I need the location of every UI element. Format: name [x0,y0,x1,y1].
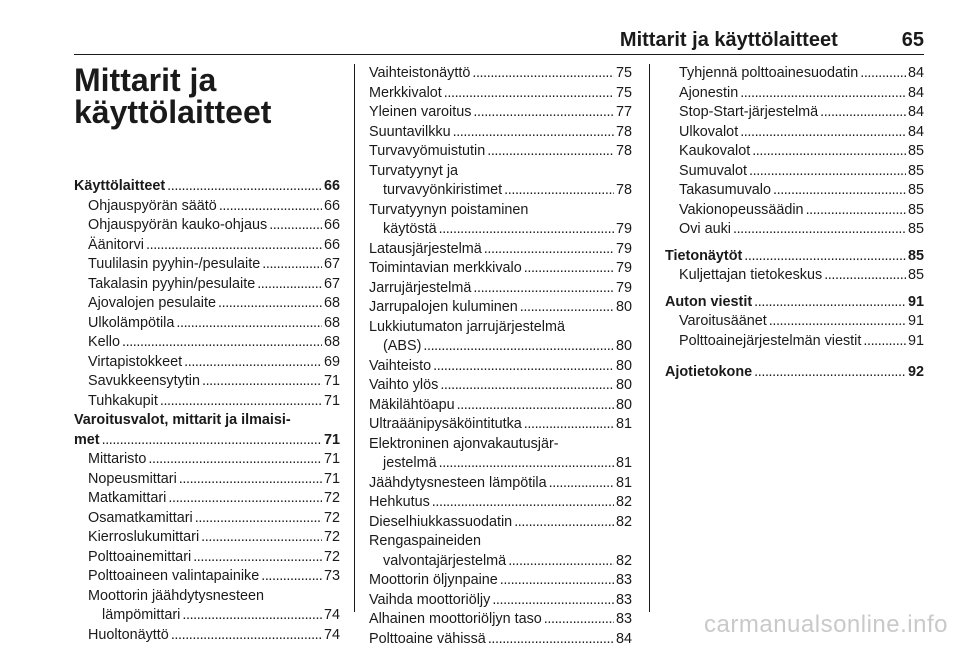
toc-label: Ulkovalot [679,123,738,143]
toc-entry[interactable] [665,266,924,286]
header-rule [74,54,924,55]
toc-entry[interactable] [74,548,340,568]
toc-page: 79 [616,279,632,299]
toc-column-3 [665,64,924,383]
toc-entry[interactable] [369,396,632,416]
toc-label: Vaihteisto [369,357,431,377]
toc-label: Toimintavian merkkivalo [369,259,522,279]
toc-entry[interactable] [74,372,340,392]
toc-page: 73 [324,567,340,587]
toc-entry[interactable] [369,493,632,513]
toc-label: Äänitorvi [88,236,144,256]
toc-label: Polttoaineen valintapainike [88,567,259,587]
toc-label: Turvavyömuistutin [369,142,485,162]
toc-page: 75 [616,64,632,84]
toc-entry[interactable] [369,591,632,611]
toc-page: 79 [616,259,632,279]
toc-label: Ultraäänipysäköintitutka [369,415,522,435]
toc-page: 84 [908,103,924,123]
toc-page: 71 [324,431,340,451]
toc-label: Kierroslukumittari [88,528,199,548]
toc-entry[interactable] [369,298,632,318]
toc-page: 80 [616,396,632,416]
toc-label: Ovi auki [679,220,731,240]
toc-page: 85 [908,181,924,201]
toc-page: 82 [616,552,632,572]
toc-label: Jäähdytysnesteen lämpötila [369,474,547,494]
toc-page: 81 [616,474,632,494]
toc-label: turvavyönkiristimet [383,181,502,201]
toc-page: 79 [616,240,632,260]
toc-label: lämpömittari [102,606,180,626]
toc-page: 81 [616,454,632,474]
toc-label: Tuhkakupit [88,392,158,412]
toc-page: 91 [908,312,924,332]
toc-page: 84 [908,123,924,143]
toc-label: Kuljettajan tietokeskus [679,266,822,286]
toc-entry[interactable] [369,84,632,104]
toc-label: Kaukovalot [679,142,750,162]
toc-page: 77 [616,103,632,123]
toc-label: (ABS) [383,337,421,357]
toc-page: 71 [324,392,340,412]
toc-label: Vaihteistonäyttö [369,64,470,84]
running-header [620,22,924,52]
toc-label: Matkamittari [88,489,166,509]
toc-label: Latausjärjestelmä [369,240,482,260]
toc-label: jestelmä [383,454,437,474]
header-page-number: 65 [902,29,924,52]
toc-entry[interactable] [665,312,924,332]
watermark: carmanualsonline.info [704,611,948,639]
toc-label: Jarrupalojen kuluminen [369,298,518,318]
toc-entry[interactable] [369,630,632,649]
toc-entry[interactable] [665,142,924,162]
toc-label: Stop-Start-järjestelmä [679,103,818,123]
toc-entry[interactable] [369,240,632,260]
toc-entry[interactable] [369,318,632,357]
toc-page: 83 [616,610,632,630]
toc-entry[interactable] [665,123,924,143]
toc-label: Ohjauspyörän kauko-ohjaus [88,216,267,236]
toc-entry[interactable] [74,489,340,509]
toc-entry[interactable] [74,626,340,646]
toc-label: Mittaristo [88,450,146,470]
toc-label: Tietonäytöt [665,247,742,267]
toc-entry[interactable] [74,450,340,470]
toc-page: 68 [324,294,340,314]
toc-page: 71 [324,450,340,470]
toc-label: Vaihda moottoriöljy [369,591,490,611]
chapter-title-line-2: käyttölaitteet [74,96,340,128]
toc-entry[interactable] [74,314,340,334]
toc-label: Vakionopeussäädin [679,201,804,221]
toc-entry[interactable] [369,162,632,201]
toc-entry[interactable] [369,64,632,84]
toc-label: Tyhjennä polttoainesuodatin [679,64,858,84]
toc-entry[interactable] [369,415,632,435]
toc-label: Vaihto ylös [369,376,438,396]
toc-label: Savukkeensytytin [88,372,200,392]
toc-page: 72 [324,489,340,509]
toc-page: 71 [324,470,340,490]
column-divider-2 [649,64,650,612]
toc-section-ajotietokone[interactable] [665,363,924,383]
toc-page: 82 [616,513,632,533]
toc-entry[interactable] [369,435,632,474]
toc-page: 80 [616,376,632,396]
toc-entry[interactable] [74,353,340,373]
toc-page: 83 [616,591,632,611]
toc-label: Tuulilasin pyyhin-/pesulaite [88,255,260,275]
toc-page: 79 [616,220,632,240]
toc-page: 75 [616,84,632,104]
toc-entry[interactable] [665,201,924,221]
toc-page: 74 [324,606,340,626]
toc-entry[interactable] [74,509,340,529]
toc-label-line-1: Rengaspaineiden [369,532,632,552]
toc-column-1 [74,64,340,645]
toc-label: Merkkivalot [369,84,442,104]
toc-page: 80 [616,357,632,377]
toc-page: 66 [324,236,340,256]
toc-label: Alhainen moottoriöljyn taso [369,610,542,630]
toc-label-line-1: Turvatyynyt ja [369,162,632,182]
toc-entry[interactable] [74,528,340,548]
toc-entry[interactable] [74,197,340,217]
toc-entry[interactable] [74,470,340,490]
toc-entry[interactable] [74,567,340,587]
toc-page: 69 [324,353,340,373]
toc-page: 72 [324,509,340,529]
toc-label: Sumuvalot [679,162,747,182]
toc-label: Ajovalojen pesulaite [88,294,216,314]
toc-label: Auton viestit [665,293,752,313]
column-divider-1 [354,64,355,612]
toc-page: 82 [616,493,632,513]
toc-label: Polttoainejärjestelmän viestit [679,332,861,352]
toc-page: 66 [324,216,340,236]
toc-page: 72 [324,548,340,568]
toc-entry[interactable] [369,532,632,571]
toc-page: 68 [324,333,340,353]
toc-page: 85 [908,247,924,267]
toc-label: Nopeusmittari [88,470,177,490]
toc-entry[interactable] [665,103,924,123]
toc-label-line-1: Varoitusvalot, mittarit ja ilmaisi- [74,411,340,431]
toc-label: Takasumuvalo [679,181,771,201]
toc-entry[interactable] [369,142,632,162]
toc-label: Osamatkamittari [88,509,193,529]
toc-page: 67 [324,255,340,275]
toc-page: 78 [616,123,632,143]
toc-entry[interactable] [74,236,340,256]
toc-page: 72 [324,528,340,548]
toc-page: 91 [908,332,924,352]
toc-entry[interactable] [74,333,340,353]
toc-label: Mäkilähtöapu [369,396,455,416]
toc-entry[interactable] [665,332,924,352]
toc-entry[interactable] [665,162,924,182]
toc-page: 85 [908,162,924,182]
toc-entry[interactable] [665,64,924,84]
toc-entry[interactable] [369,513,632,533]
toc-page: 68 [324,314,340,334]
toc-entry[interactable] [665,220,924,240]
toc-entry[interactable] [369,474,632,494]
toc-label: met [74,431,100,451]
toc-page: 85 [908,201,924,221]
toc-label: Moottorin öljynpaine [369,571,498,591]
toc-label: Polttoainemittari [88,548,191,568]
toc-page: 91 [908,293,924,313]
toc-label: Jarrujärjestelmä [369,279,471,299]
toc-entry[interactable] [369,259,632,279]
toc-section-varoitusvalot[interactable] [74,411,340,450]
toc-page: 74 [324,626,340,646]
toc-entry[interactable] [369,123,632,143]
toc-entry[interactable] [665,181,924,201]
toc-label: Polttoaine vähissä [369,630,486,649]
toc-label: Ohjauspyörän säätö [88,197,217,217]
toc-page: 80 [616,337,632,357]
toc-column-2 [369,64,632,649]
toc-page: 85 [908,220,924,240]
toc-entry[interactable] [369,201,632,240]
toc-entry[interactable] [74,255,340,275]
toc-page: 66 [324,197,340,217]
toc-page: 81 [616,415,632,435]
toc-page: 85 [908,266,924,286]
toc-label: Ulkolämpötila [88,314,174,334]
toc-page: 78 [616,181,632,201]
toc-page: 78 [616,142,632,162]
toc-label: Dieselhiukkassuodatin [369,513,512,533]
toc-page: 83 [616,571,632,591]
toc-label: valvontajärjestelmä [383,552,506,572]
toc-page: 67 [324,275,340,295]
toc-label-line-1: Elektroninen ajonvakautusjär- [369,435,632,455]
toc-label-line-1: Turvatyynyn poistaminen [369,201,632,221]
toc-entry[interactable] [369,610,632,630]
toc-label: Hehkutus [369,493,430,513]
toc-label: Ajotietokone [665,363,752,383]
toc-entry[interactable] [74,216,340,236]
toc-label: Kello [88,333,120,353]
toc-label: Varoitusäänet [679,312,767,332]
toc-label: Käyttölaitteet [74,177,165,197]
toc-entry[interactable] [369,103,632,123]
toc-entry[interactable] [665,84,924,104]
toc-label: Virtapistokkeet [88,353,182,373]
toc-page: 84 [616,630,632,649]
toc-entry[interactable] [74,392,340,412]
toc-section-kayttolaitteet[interactable] [74,177,340,197]
toc-section-tietonaytot[interactable] [665,247,924,267]
toc-label: Yleinen varoitus [369,103,471,123]
chapter-title [74,64,340,128]
header-section-title: Mittarit ja käyttölaitteet [620,29,838,52]
toc-entry[interactable] [369,357,632,377]
toc-label: Takalasin pyyhin/pesulaite [88,275,255,295]
toc-page: 71 [324,372,340,392]
toc-page: 66 [324,177,340,197]
toc-label: Huoltonäyttö [88,626,169,646]
toc-label: käytöstä [383,220,437,240]
toc-entry[interactable] [369,279,632,299]
toc-page: 85 [908,142,924,162]
toc-label: Suuntavilkku [369,123,451,143]
toc-page: 80 [616,298,632,318]
toc-entry[interactable] [74,275,340,295]
toc-label-line-1: Moottorin jäähdytysnesteen [74,587,340,607]
toc-page: 84 [908,84,924,104]
toc-label: Ajonestin [679,84,738,104]
toc-section-auton-viestit[interactable] [665,293,924,313]
toc-page: 84 [908,64,924,84]
chapter-title-line-1: Mittarit ja [74,64,340,96]
toc-label-line-1: Lukkiutumaton jarrujärjestelmä [369,318,632,338]
toc-page: 92 [908,363,924,383]
toc-entry[interactable] [369,376,632,396]
toc-entry[interactable] [74,294,340,314]
toc-entry[interactable] [74,587,340,626]
toc-entry[interactable] [369,571,632,591]
